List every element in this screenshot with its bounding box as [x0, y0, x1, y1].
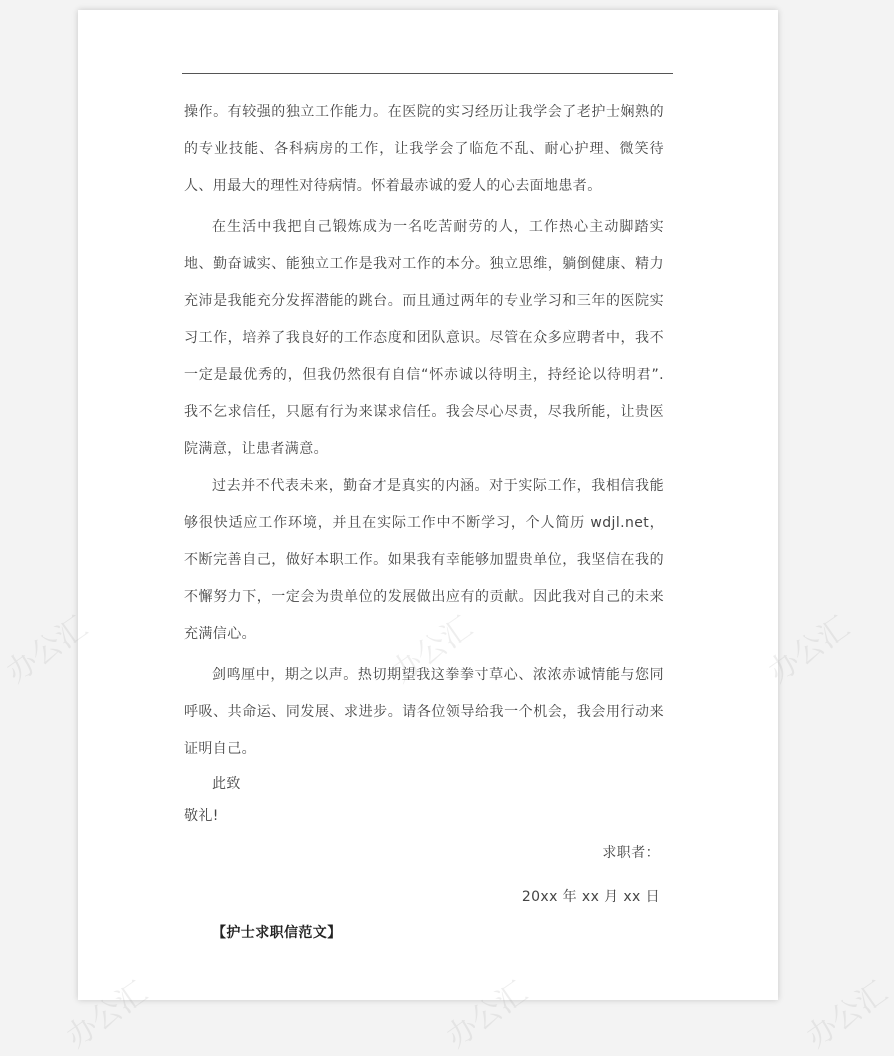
paragraph-3: 过去并不代表未来，勤奋才是真实的内涵。对于实际工作，我相信我能够很快适应工作环境，并且在实际工作中不断学习，个人简历 wdjl.net，不断完善自己，做好本职工作。如果我有幸能够加盟贵单位，我坚信在我的不懈努力下，一定会为贵单位的发展做出应有的贡献。因此我对自己的未来充满信心。 — [184, 478, 664, 642]
signer-label: 求职者： — [602, 845, 660, 861]
closing-salutation-1: 此致 — [212, 776, 241, 792]
paragraph-1: 操作。有较强的独立工作能力。在医院的实习经历让我学会了老护士娴熟的的专业技能、各科病房的工作，让我学会了临危不乱、耐心护理、微笑待人、用最大的理性对待病情。怀着最赤诚的爱人的心去面地患者。 — [184, 104, 664, 194]
document-page — [78, 10, 778, 1000]
watermark-left: 办公汇 — [0, 609, 94, 691]
closing-salutation-2: 敬礼! — [184, 808, 219, 824]
watermark-bottom-center: 办公汇 — [440, 974, 534, 1056]
footer-title: 【护士求职信范文】 — [212, 925, 342, 941]
watermark-right: 办公汇 — [762, 609, 856, 691]
letter-body — [184, 94, 664, 949]
watermark-bottom-right: 办公汇 — [800, 974, 894, 1056]
header-rule — [182, 73, 673, 74]
paragraph-4: 剑鸣厘中，期之以声。热切期望我这拳拳寸草心、浓浓赤诚情能与您同呼吸、共命运、同发展、求进步。请各位领导给我一个机会，我会用行动来证明自己。 — [184, 667, 664, 757]
letter-date: 20xx 年 xx 月 xx 日 — [521, 889, 660, 905]
watermark-bottom-left: 办公汇 — [60, 974, 154, 1056]
paragraph-2: 在生活中我把自己锻炼成为一名吃苦耐劳的人，工作热心主动脚踏实地、勤奋诚实、能独立工作是我对工作的本分。独立思维，躺倒健康、精力充沛是我能充分发挥潜能的跳台。而且通过两年的专业学习和三年的医院实习工作，培养了我良好的工作态度和团队意识。尽管在众多应聘者中，我不一定是最优秀的，但我仍然很有自信“怀赤诚以待明主，持经论以待明君”.我不乞求信任，只愿有行为来谋求信任。我会尽心尽责，尽我所能，让贵医院满意，让患者满意。 — [184, 219, 664, 457]
